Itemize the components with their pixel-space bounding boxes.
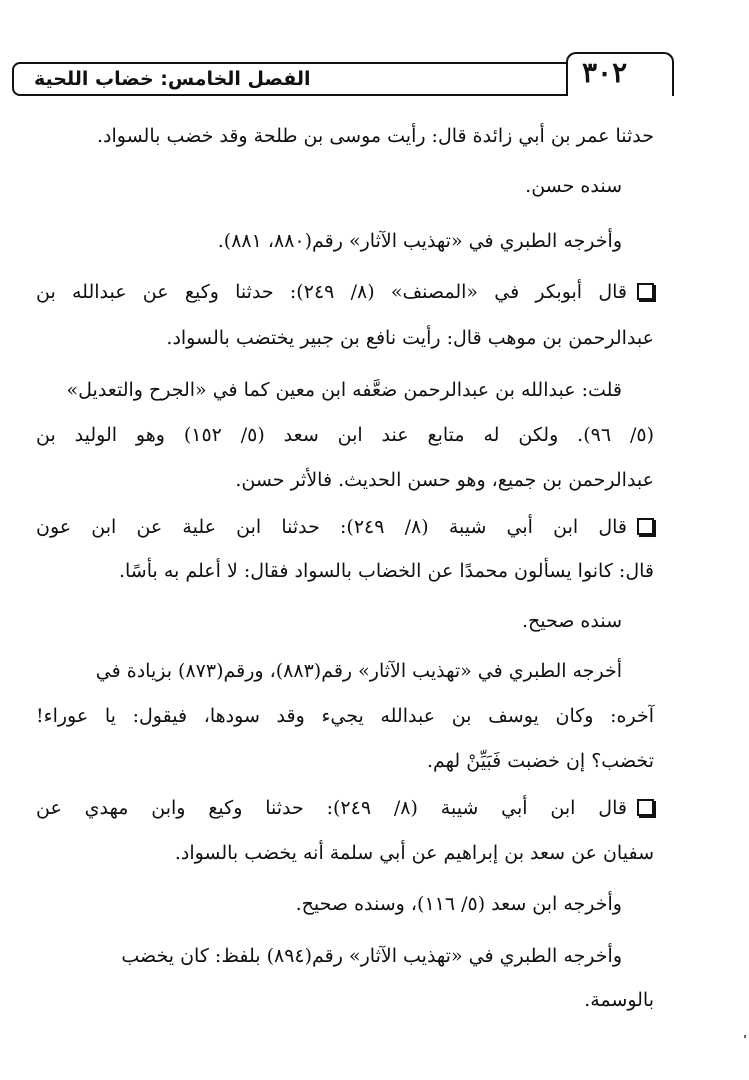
text-line: أخرجه الطبري في «تهذيب الآثار» رقم(٨٨٣)، ورقم(٨٧٣) بزيادة في (95, 660, 622, 682)
text-line: آخره: وكان يوسف بن عبدالله يجيء وقد سودها، فيقول: يا عوراء! (36, 705, 654, 727)
text-line: حدثنا عمر بن أبي زائدة قال: رأيت موسى بن طلحة وقد خضب بالسواد. (97, 125, 654, 147)
text-line: بالوسمة. (584, 989, 654, 1011)
text-line: قال ابن أبي شيبة (٨/ ٢٤٩): حدثنا ابن علية عن ابن عون (36, 516, 627, 538)
text-line: قلت: عبدالله بن عبدالرحمن ضعَّفه ابن معين كما في «الجرح والتعديل» (66, 379, 622, 401)
text-line: سفيان عن سعد بن إبراهيم عن أبي سلمة أنه يخضب بالسواد. (174, 842, 654, 864)
square-bullet-icon (637, 799, 654, 816)
text-line: وأخرجه الطبري في «تهذيب الآثار» رقم(٨٨٠، ٨٨١). (217, 230, 622, 252)
page-number: ٣٠٢ (582, 56, 628, 89)
square-bullet-icon (637, 518, 654, 535)
text-line: قال ابن أبي شيبة (٨/ ٢٤٩): حدثنا وكيع وابن مهدي عن (36, 797, 627, 819)
page-number-tab (566, 52, 676, 98)
scan-mark (744, 1035, 746, 1038)
text-line: تخضب؟ إن خضبت فَبَيِّنْ لهم. (426, 750, 654, 772)
text-line: سنده صحيح. (521, 610, 622, 632)
text-line-bulleted (36, 507, 654, 547)
text-line-bulleted (36, 272, 654, 312)
text-line: عبدالرحمن بن جميع، وهو حسن الحديث. فالأثر حسن. (235, 469, 654, 491)
text-line-bulleted (36, 788, 654, 828)
text-line: سنده حسن. (525, 175, 622, 197)
text-line: قال أبوبكر في «المصنف» (٨/ ٢٤٩): حدثنا وكيع عن عبدالله بن (36, 281, 627, 303)
square-bullet-icon (637, 283, 654, 300)
chapter-title: الفصل الخامس: خضاب اللحية (34, 68, 311, 90)
text-line: (٥/ ٩٦). ولكن له متابع عند ابن سعد (٥/ ١٥٢) وهو الوليد بن (36, 424, 654, 446)
text-line: وأخرجه الطبري في «تهذيب الآثار» رقم(٨٩٤) بلفظ: كان يخضب (121, 945, 622, 967)
text-line: قال: كانوا يسألون محمدًا عن الخضاب بالسواد فقال: لا أعلم به بأسًا. (118, 560, 654, 582)
text-line: عبدالرحمن بن موهب قال: رأيت نافع بن جبير يختضب بالسواد. (166, 327, 654, 349)
text-line: وأخرجه ابن سعد (٥/ ١١٦)، وسنده صحيح. (295, 893, 622, 915)
